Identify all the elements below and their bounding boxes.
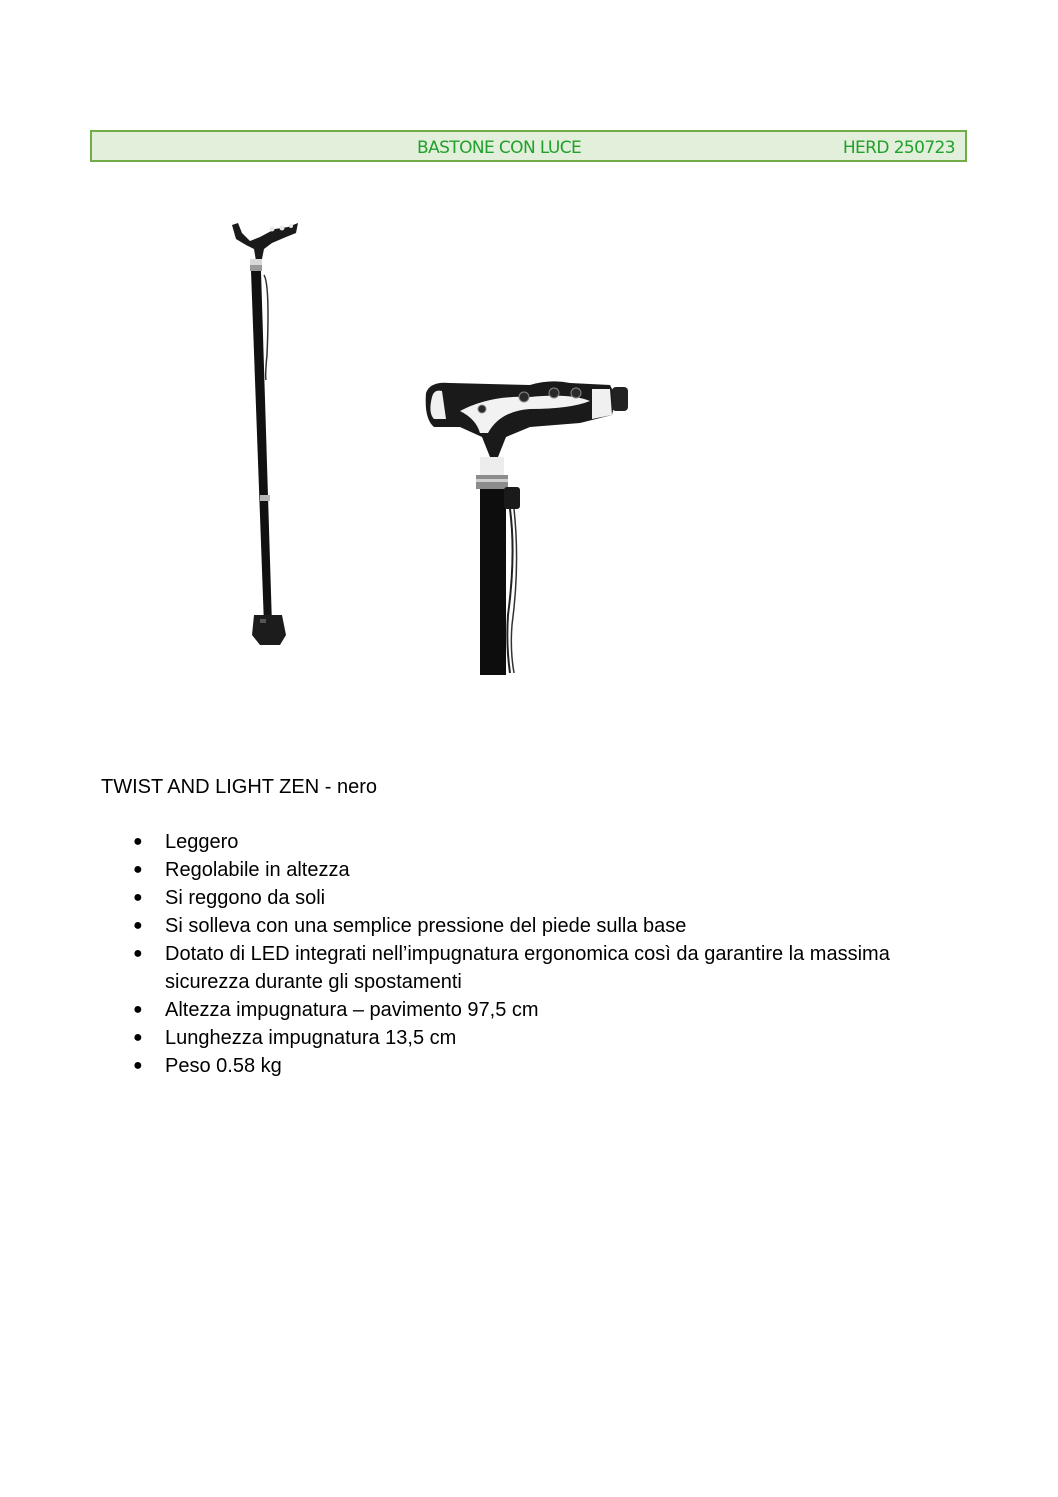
feature-item — [101, 1024, 961, 1052]
bullet-icon: ● — [133, 1057, 143, 1074]
bullet-icon: ● — [133, 1001, 143, 1018]
feature-text: Si reggono da soli — [165, 887, 326, 909]
feature-item — [101, 912, 961, 940]
header-title: BASTONE CON LUCE — [417, 138, 582, 158]
bullet-icon: ● — [133, 833, 143, 850]
feature-text: Leggero — [165, 831, 239, 853]
bullet-icon: ● — [133, 889, 143, 906]
feature-text: Lunghezza impugnatura 13,5 cm — [165, 1027, 457, 1049]
walking-cane-full-photo — [220, 215, 320, 655]
bullet-icon: ● — [133, 861, 143, 878]
feature-item — [101, 828, 961, 856]
feature-list — [101, 828, 961, 1080]
feature-text: Dotato di LED integrati nell’impugnatura ergonomica così da garantire la massima sicurezza durante gli spostamenti — [165, 943, 890, 993]
bullet-icon: ● — [133, 945, 143, 962]
feature-text: Altezza impugnatura – pavimento 97,5 cm — [165, 999, 539, 1021]
product-code: HERD 250723 — [842, 138, 955, 158]
cane-handle-closeup-photo — [420, 375, 640, 675]
feature-text: Si solleva con una semplice pressione del piede sulla base — [165, 915, 687, 937]
bullet-icon: ● — [133, 1029, 143, 1046]
product-name: TWIST AND LIGHT ZEN - nero — [101, 776, 377, 798]
bullet-icon: ● — [133, 917, 143, 934]
feature-item — [101, 1052, 961, 1080]
feature-item — [101, 884, 961, 912]
header-bar — [90, 130, 967, 162]
feature-text: Regolabile in altezza — [165, 859, 350, 881]
feature-text: Peso 0.58 kg — [165, 1055, 282, 1077]
feature-item — [101, 940, 961, 996]
feature-item — [101, 996, 961, 1024]
feature-item — [101, 856, 961, 884]
